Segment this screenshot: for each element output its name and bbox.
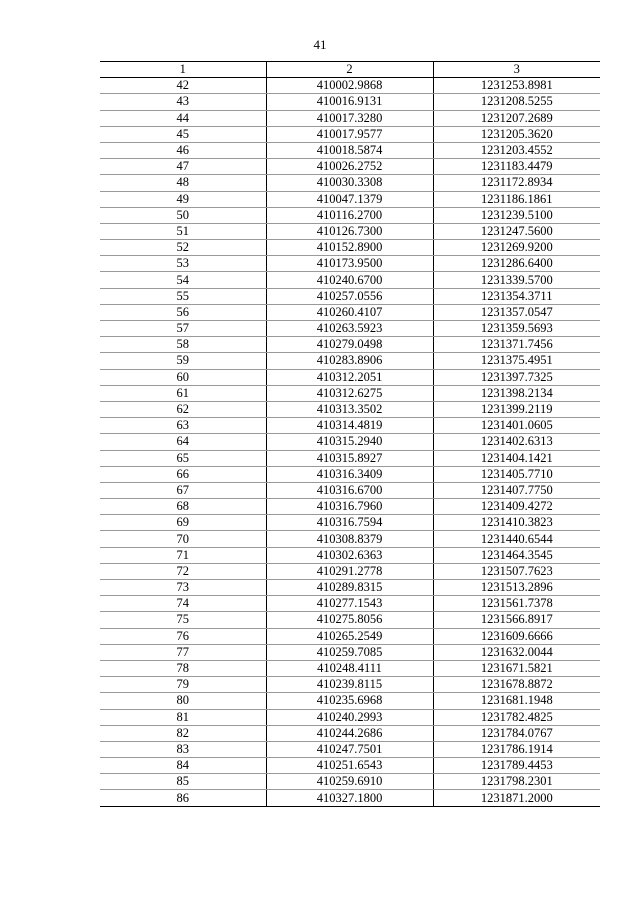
table-header-row — [100, 62, 600, 78]
table-row — [100, 385, 600, 401]
point-number-cell: 80 — [100, 693, 266, 709]
table-row — [100, 288, 600, 304]
y-coordinate-cell: 1231786.1914 — [433, 741, 600, 757]
point-number-cell: 44 — [100, 110, 266, 126]
column-header-3: 3 — [433, 62, 600, 78]
y-coordinate-cell: 1231359.5693 — [433, 321, 600, 337]
y-coordinate-cell: 1231798.2301 — [433, 774, 600, 790]
y-coordinate-cell: 1231782.4825 — [433, 709, 600, 725]
x-coordinate-cell: 410308.8379 — [266, 531, 433, 547]
x-coordinate-cell: 410247.7501 — [266, 741, 433, 757]
table-row — [100, 693, 600, 709]
table-row — [100, 709, 600, 725]
point-number-cell: 48 — [100, 175, 266, 191]
y-coordinate-cell: 1231401.0605 — [433, 418, 600, 434]
point-number-cell: 83 — [100, 741, 266, 757]
x-coordinate-cell: 410173.9500 — [266, 256, 433, 272]
point-number-cell: 72 — [100, 563, 266, 579]
table-row — [100, 563, 600, 579]
y-coordinate-cell: 1231789.4453 — [433, 758, 600, 774]
y-coordinate-cell: 1231566.8917 — [433, 612, 600, 628]
table-row — [100, 547, 600, 563]
table-row — [100, 272, 600, 288]
point-number-cell: 71 — [100, 547, 266, 563]
y-coordinate-cell: 1231398.2134 — [433, 385, 600, 401]
y-coordinate-cell: 1231269.9200 — [433, 240, 600, 256]
y-coordinate-cell: 1231247.5600 — [433, 223, 600, 239]
point-number-cell: 67 — [100, 482, 266, 498]
table-row — [100, 207, 600, 223]
y-coordinate-cell: 1231207.2689 — [433, 110, 600, 126]
y-coordinate-cell: 1231409.4272 — [433, 499, 600, 515]
table-row — [100, 321, 600, 337]
table-row — [100, 515, 600, 531]
y-coordinate-cell: 1231404.1421 — [433, 450, 600, 466]
x-coordinate-cell: 410235.6968 — [266, 693, 433, 709]
y-coordinate-cell: 1231402.6313 — [433, 434, 600, 450]
x-coordinate-cell: 410263.5923 — [266, 321, 433, 337]
x-coordinate-cell: 410316.6700 — [266, 482, 433, 498]
y-coordinate-cell: 1231397.7325 — [433, 369, 600, 385]
point-number-cell: 56 — [100, 304, 266, 320]
table-row — [100, 175, 600, 191]
y-coordinate-cell: 1231513.2896 — [433, 580, 600, 596]
y-coordinate-cell: 1231671.5821 — [433, 660, 600, 676]
table-row — [100, 596, 600, 612]
y-coordinate-cell: 1231609.6666 — [433, 628, 600, 644]
y-coordinate-cell: 1231286.6400 — [433, 256, 600, 272]
table-row — [100, 450, 600, 466]
y-coordinate-cell: 1231339.5700 — [433, 272, 600, 288]
point-number-cell: 74 — [100, 596, 266, 612]
point-number-cell: 60 — [100, 369, 266, 385]
table-row — [100, 466, 600, 482]
table-row — [100, 142, 600, 158]
point-number-cell: 76 — [100, 628, 266, 644]
y-coordinate-cell: 1231375.4951 — [433, 353, 600, 369]
point-number-cell: 59 — [100, 353, 266, 369]
x-coordinate-cell: 410291.2778 — [266, 563, 433, 579]
x-coordinate-cell: 410265.2549 — [266, 628, 433, 644]
table-row — [100, 774, 600, 790]
x-coordinate-cell: 410316.7594 — [266, 515, 433, 531]
table-row — [100, 677, 600, 693]
table-row — [100, 304, 600, 320]
point-number-cell: 64 — [100, 434, 266, 450]
table-body — [100, 78, 600, 806]
table-row — [100, 94, 600, 110]
x-coordinate-cell: 410283.8906 — [266, 353, 433, 369]
x-coordinate-cell: 410257.0556 — [266, 288, 433, 304]
x-coordinate-cell: 410018.5874 — [266, 142, 433, 158]
point-number-cell: 46 — [100, 142, 266, 158]
x-coordinate-cell: 410244.2686 — [266, 725, 433, 741]
table-row — [100, 612, 600, 628]
point-number-cell: 50 — [100, 207, 266, 223]
table-row — [100, 401, 600, 417]
x-coordinate-cell: 410240.6700 — [266, 272, 433, 288]
x-coordinate-cell: 410030.3308 — [266, 175, 433, 191]
point-number-cell: 81 — [100, 709, 266, 725]
x-coordinate-cell: 410275.8056 — [266, 612, 433, 628]
point-number-cell: 73 — [100, 580, 266, 596]
y-coordinate-cell: 1231410.3823 — [433, 515, 600, 531]
x-coordinate-cell: 410017.9577 — [266, 126, 433, 142]
point-number-cell: 42 — [100, 78, 266, 94]
x-coordinate-cell: 410277.1543 — [266, 596, 433, 612]
point-number-cell: 51 — [100, 223, 266, 239]
x-coordinate-cell: 410259.6910 — [266, 774, 433, 790]
point-number-cell: 75 — [100, 612, 266, 628]
column-header-1: 1 — [100, 62, 266, 78]
x-coordinate-cell: 410016.9131 — [266, 94, 433, 110]
y-coordinate-cell: 1231186.1861 — [433, 191, 600, 207]
x-coordinate-cell: 410327.1800 — [266, 790, 433, 806]
y-coordinate-cell: 1231239.5100 — [433, 207, 600, 223]
table-row — [100, 159, 600, 175]
x-coordinate-cell: 410316.3409 — [266, 466, 433, 482]
table-row — [100, 499, 600, 515]
table-row — [100, 531, 600, 547]
coordinates-table — [100, 61, 600, 807]
x-coordinate-cell: 410314.4819 — [266, 418, 433, 434]
y-coordinate-cell: 1231632.0044 — [433, 644, 600, 660]
x-coordinate-cell: 410240.2993 — [266, 709, 433, 725]
table-row — [100, 580, 600, 596]
point-number-cell: 45 — [100, 126, 266, 142]
table-row — [100, 256, 600, 272]
x-coordinate-cell: 410126.7300 — [266, 223, 433, 239]
point-number-cell: 84 — [100, 758, 266, 774]
table-row — [100, 434, 600, 450]
x-coordinate-cell: 410239.8115 — [266, 677, 433, 693]
table-row — [100, 223, 600, 239]
point-number-cell: 77 — [100, 644, 266, 660]
y-coordinate-cell: 1231203.4552 — [433, 142, 600, 158]
x-coordinate-cell: 410312.2051 — [266, 369, 433, 385]
table-row — [100, 240, 600, 256]
point-number-cell: 47 — [100, 159, 266, 175]
point-number-cell: 78 — [100, 660, 266, 676]
point-number-cell: 69 — [100, 515, 266, 531]
y-coordinate-cell: 1231371.7456 — [433, 337, 600, 353]
y-coordinate-cell: 1231507.7623 — [433, 563, 600, 579]
x-coordinate-cell: 410259.7085 — [266, 644, 433, 660]
y-coordinate-cell: 1231253.8981 — [433, 78, 600, 94]
table-row — [100, 790, 600, 806]
x-coordinate-cell: 410248.4111 — [266, 660, 433, 676]
y-coordinate-cell: 1231399.2119 — [433, 401, 600, 417]
y-coordinate-cell: 1231183.4479 — [433, 159, 600, 175]
point-number-cell: 63 — [100, 418, 266, 434]
point-number-cell: 61 — [100, 385, 266, 401]
x-coordinate-cell: 410313.3502 — [266, 401, 433, 417]
x-coordinate-cell: 410152.8900 — [266, 240, 433, 256]
point-number-cell: 79 — [100, 677, 266, 693]
y-coordinate-cell: 1231464.3545 — [433, 547, 600, 563]
table-row — [100, 628, 600, 644]
point-number-cell: 43 — [100, 94, 266, 110]
point-number-cell: 54 — [100, 272, 266, 288]
table-row — [100, 110, 600, 126]
column-header-2: 2 — [266, 62, 433, 78]
y-coordinate-cell: 1231784.0767 — [433, 725, 600, 741]
table-row — [100, 741, 600, 757]
point-number-cell: 70 — [100, 531, 266, 547]
table-row — [100, 758, 600, 774]
point-number-cell: 58 — [100, 337, 266, 353]
table-row — [100, 337, 600, 353]
x-coordinate-cell: 410316.7960 — [266, 499, 433, 515]
x-coordinate-cell: 410251.6543 — [266, 758, 433, 774]
y-coordinate-cell: 1231561.7378 — [433, 596, 600, 612]
page-number: 41 — [313, 37, 327, 52]
table-row — [100, 191, 600, 207]
table-row — [100, 644, 600, 660]
table-row — [100, 126, 600, 142]
point-number-cell: 86 — [100, 790, 266, 806]
point-number-cell: 49 — [100, 191, 266, 207]
table-row — [100, 660, 600, 676]
y-coordinate-cell: 1231208.5255 — [433, 94, 600, 110]
x-coordinate-cell: 410116.2700 — [266, 207, 433, 223]
table-row — [100, 78, 600, 94]
point-number-cell: 62 — [100, 401, 266, 417]
x-coordinate-cell: 410302.6363 — [266, 547, 433, 563]
table-row — [100, 353, 600, 369]
x-coordinate-cell: 410260.4107 — [266, 304, 433, 320]
point-number-cell: 65 — [100, 450, 266, 466]
y-coordinate-cell: 1231205.3620 — [433, 126, 600, 142]
x-coordinate-cell: 410002.9868 — [266, 78, 433, 94]
y-coordinate-cell: 1231440.6544 — [433, 531, 600, 547]
x-coordinate-cell: 410017.3280 — [266, 110, 433, 126]
x-coordinate-cell: 410047.1379 — [266, 191, 433, 207]
point-number-cell: 85 — [100, 774, 266, 790]
x-coordinate-cell: 410289.8315 — [266, 580, 433, 596]
point-number-cell: 68 — [100, 499, 266, 515]
point-number-cell: 82 — [100, 725, 266, 741]
table-row — [100, 418, 600, 434]
point-number-cell: 57 — [100, 321, 266, 337]
table-row — [100, 482, 600, 498]
table-row — [100, 369, 600, 385]
y-coordinate-cell: 1231405.7710 — [433, 466, 600, 482]
point-number-cell: 55 — [100, 288, 266, 304]
x-coordinate-cell: 410026.2752 — [266, 159, 433, 175]
table-row — [100, 725, 600, 741]
y-coordinate-cell: 1231871.2000 — [433, 790, 600, 806]
y-coordinate-cell: 1231678.8872 — [433, 677, 600, 693]
point-number-cell: 52 — [100, 240, 266, 256]
y-coordinate-cell: 1231172.8934 — [433, 175, 600, 191]
y-coordinate-cell: 1231357.0547 — [433, 304, 600, 320]
x-coordinate-cell: 410312.6275 — [266, 385, 433, 401]
x-coordinate-cell: 410315.8927 — [266, 450, 433, 466]
x-coordinate-cell: 410279.0498 — [266, 337, 433, 353]
y-coordinate-cell: 1231407.7750 — [433, 482, 600, 498]
y-coordinate-cell: 1231354.3711 — [433, 288, 600, 304]
point-number-cell: 66 — [100, 466, 266, 482]
x-coordinate-cell: 410315.2940 — [266, 434, 433, 450]
y-coordinate-cell: 1231681.1948 — [433, 693, 600, 709]
point-number-cell: 53 — [100, 256, 266, 272]
